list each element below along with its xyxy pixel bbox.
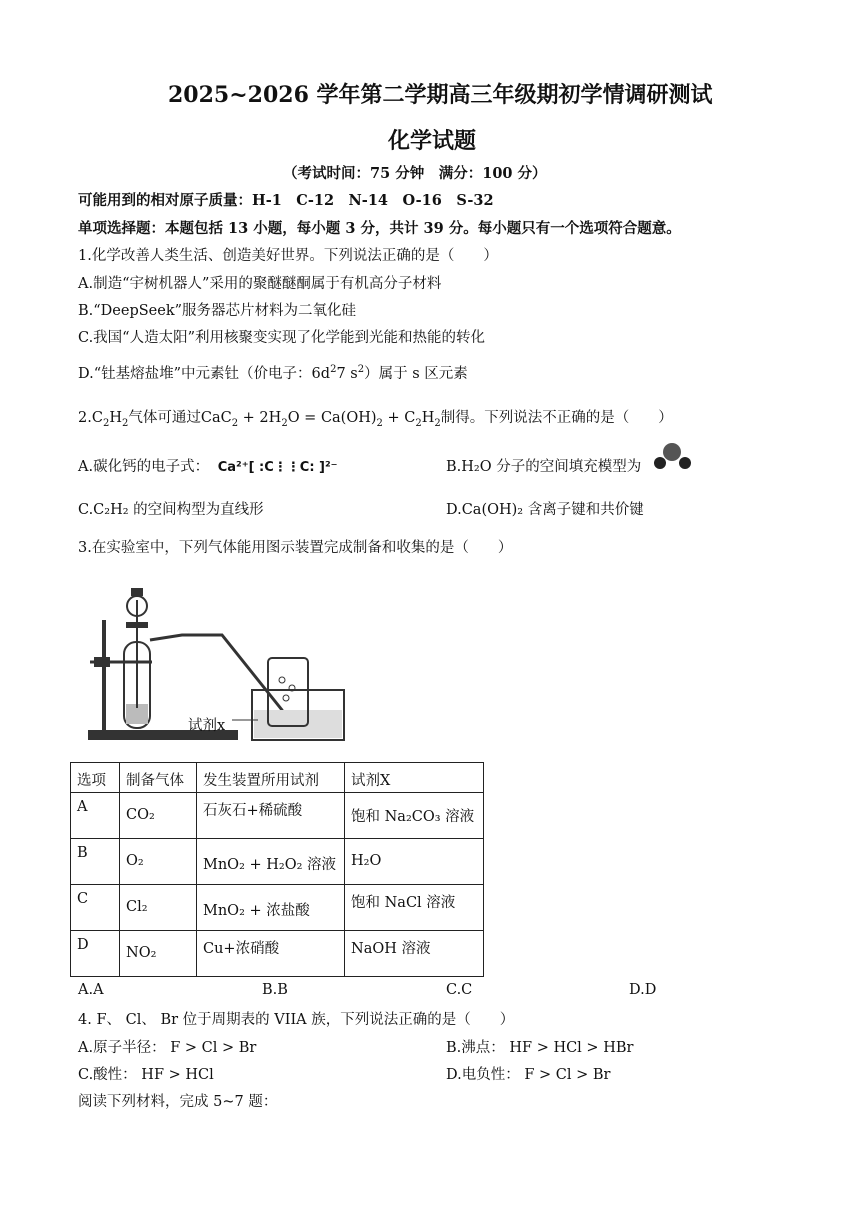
q3-choice-a: A.A [78, 982, 104, 998]
table-cell: NO₂ [120, 931, 197, 977]
table-header: 选项 [71, 763, 120, 793]
section-heading: 单项选择题：本题包括 13 小题，每小题 3 分，共计 39 分。每小题只有一个选项符合题意。 [78, 220, 681, 237]
q2-stem: $2.C_2H_2$气体可通过$CaC_2 + 2H_2O = Ca(OH)_2 + C_2H_2$制得。下列说法不正确的是（ ） [78, 410, 673, 429]
q3-options-table [70, 762, 484, 977]
table-cell: MnO₂ + 浓盐酸 [197, 885, 345, 931]
table-cell: CO₂ [120, 793, 197, 839]
q3-choice-c: C.C [446, 982, 473, 998]
table-header: 试剂X [345, 763, 484, 793]
q3-choice-b: B.B [262, 982, 288, 998]
table-row [71, 839, 484, 885]
table-cell: A [71, 793, 120, 839]
table-cell: 饱和 Na₂CO₃ 溶液 [345, 793, 484, 839]
q1-option-a: A.制造“宇树机器人”采用的聚醚醚酮属于有机高分子材料 [78, 276, 442, 292]
table-cell: C [71, 885, 120, 931]
exam-title: 2025~2026 学年第二学期高三年级期初学情调研测试 [168, 82, 713, 108]
table-cell: NaOH 溶液 [345, 931, 484, 977]
reading-instruction: 阅读下列材料，完成 5~7 题： [78, 1094, 278, 1110]
q1-stem: 1.化学改善人类生活、创造美好世界。下列说法正确的是（ ） [78, 248, 498, 264]
q1-option-b: B.“DeepSeek”服务器芯片材料为二氧化硅 [78, 303, 357, 319]
calcium-carbide-electron-formula: Ca²⁺[ :C⋮⋮C: ]²⁻ [217, 460, 338, 475]
q4-stem: 4. F、 Cl、 Br 位于周期表的 VIIA 族，下列说法正确的是（ ） [78, 1012, 515, 1028]
q2-option-b: B.H₂O 分子的空间填充模型为 [446, 459, 642, 475]
table-cell: 石灰石+稀硫酸 [197, 793, 345, 839]
water-space-filling-model [650, 441, 694, 471]
table-cell: Cu+浓硝酸 [197, 931, 345, 977]
table-row [71, 931, 484, 977]
table-cell: MnO₂ + H₂O₂ 溶液 [197, 839, 345, 885]
q2-option-d: D.Ca(OH)₂ 含离子键和共价键 [446, 502, 644, 518]
q3-stem: 3.在实验室中，下列气体能用图示装置完成制备和收集的是（ ） [78, 540, 513, 556]
table-cell: H₂O [345, 839, 484, 885]
table-header: 发生装置所用试剂 [197, 763, 345, 793]
q4-option-c: C.酸性： HF > HCl [78, 1067, 214, 1083]
q4-option-d: D.电负性： F > Cl > Br [446, 1067, 611, 1083]
q4-option-a: A.原子半径： F > Cl > Br [78, 1040, 257, 1056]
q3-choice-d: D.D [629, 982, 657, 998]
exam-info: （考试时间：75 分钟 满分：100 分） [283, 165, 547, 182]
table-cell: D [71, 931, 120, 977]
table-cell: B [71, 839, 120, 885]
q4-option-b: B.沸点： HF > HCl > HBr [446, 1040, 634, 1056]
table-cell: O₂ [120, 839, 197, 885]
table-cell: Cl₂ [120, 885, 197, 931]
table-row [71, 793, 484, 839]
atomic-mass-line: 可能用到的相对原子质量：H-1 C-12 N-14 O-16 S-32 [78, 192, 494, 209]
q1-option-c: C.我国“人造太阳”利用核聚变实现了化学能到光能和热能的转化 [78, 330, 486, 346]
table-header: 制备气体 [120, 763, 197, 793]
reagent-x-label: 试剂x [188, 718, 226, 734]
table-cell: 饱和 NaCl 溶液 [345, 885, 484, 931]
q2-option-c: C.C₂H₂ 的空间构型为直线形 [78, 502, 264, 518]
subject-title: 化学试题 [388, 128, 477, 154]
table-row [71, 885, 484, 931]
q2-option-a: A.碳化钙的电子式： Ca²⁺[ :C⋮⋮C: ]²⁻ [78, 459, 338, 475]
q1-option-d: D.“钍基熔盐堆”中元素钍（价电子：$6d^27$ $s^2$）属于 s 区元素 [78, 364, 468, 382]
